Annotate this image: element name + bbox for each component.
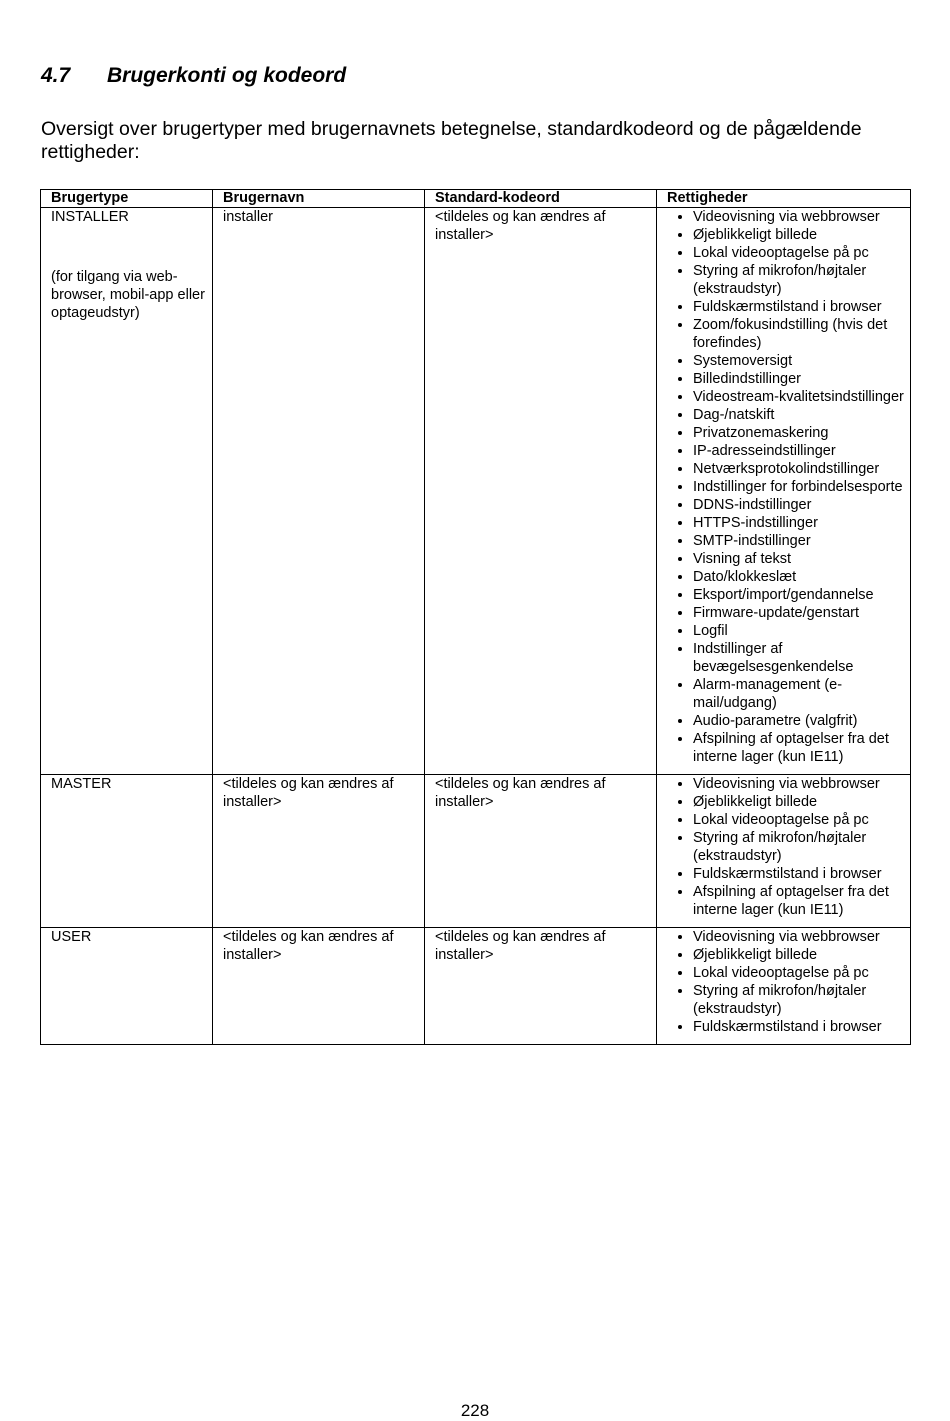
rights-list-item: • Billedindstillinger [693, 370, 906, 388]
cell-username: installer [213, 208, 425, 775]
rights-list-item: • Alarm-management (e-mail/udgang) [693, 676, 906, 712]
rights-list-item: • Zoom/fokusindstilling (hvis det forefindes) [693, 316, 906, 352]
rights-list-item: • Styring af mikrofon/højtaler (ekstraudstyr) [693, 262, 906, 298]
cell-user-type: MASTER [41, 775, 213, 928]
rights-list-item: • Audio-parametre (valgfrit) [693, 712, 906, 730]
header-rights: Rettigheder [657, 190, 911, 208]
rights-list-item: • Øjeblikkeligt billede [693, 946, 906, 964]
rights-list-item: • Fuldskærmstilstand i browser [693, 1018, 906, 1036]
table-row-installer [41, 208, 911, 775]
cell-default-password: <tildeles og kan ændres af installer> [425, 928, 657, 1045]
cell-rights [657, 775, 911, 928]
table-header-row [41, 190, 911, 208]
header-username: Brugernavn [213, 190, 425, 208]
rights-list-item: • HTTPS-indstillinger [693, 514, 906, 532]
cell-username: <tildeles og kan ændres af installer> [213, 775, 425, 928]
rights-list-item: • Systemoversigt [693, 352, 906, 370]
header-user-type: Brugertype [41, 190, 213, 208]
rights-list-item: • Afspilning af optagelser fra det interne lager (kun IE11) [693, 730, 906, 766]
rights-list-item: • Styring af mikrofon/højtaler (ekstraudstyr) [693, 829, 906, 865]
table-row-master [41, 775, 911, 928]
page-number: 228 [460, 1401, 490, 1420]
rights-list-item: • Firmware-update/genstart [693, 604, 906, 622]
rights-list-item: • Indstillinger af bevægelsesgenkendelse [693, 640, 906, 676]
rights-list-item: • Logfil [693, 622, 906, 640]
rights-list-item: • Øjeblikkeligt billede [693, 226, 906, 244]
cell-username: <tildeles og kan ændres af installer> [213, 928, 425, 1045]
rights-list-item: • Videostream-kvalitetsindstillinger [693, 388, 906, 406]
rights-list-item: • DDNS-indstillinger [693, 496, 906, 514]
user-type-label: INSTALLER [51, 209, 129, 225]
rights-list-item: • Visning af tekst [693, 550, 906, 568]
rights-list-item: • Indstillinger for forbindelsesporte [693, 478, 906, 496]
rights-list-item: • Dag-/natskift [693, 406, 906, 424]
rights-list-item: • Videovisning via webbrowser [693, 208, 906, 226]
section-title: Brugerkonti og kodeord [107, 64, 347, 87]
rights-list-item: • Lokal videooptagelse på pc [693, 964, 906, 982]
rights-list-item: • Lokal videooptagelse på pc [693, 811, 906, 829]
user-type-note: (for tilgang via web-browser, mobil-app eller optageudstyr) [51, 269, 205, 321]
user-accounts-table [40, 189, 911, 1045]
cell-default-password: <tildeles og kan ændres af installer> [425, 208, 657, 775]
rights-list-item: • SMTP-indstillinger [693, 532, 906, 550]
rights-list-item: • Videovisning via webbrowser [693, 928, 906, 946]
cell-rights [657, 208, 911, 775]
section-number: 4.7 [41, 64, 71, 87]
cell-user-type [41, 208, 213, 775]
header-default-password: Standard-kodeord [425, 190, 657, 208]
rights-list-item: • Netværksprotokolindstillinger [693, 460, 906, 478]
rights-list-item: • IP-adresseindstillinger [693, 442, 906, 460]
rights-list-item: • Eksport/import/gendannelse [693, 586, 906, 604]
section-heading [41, 64, 346, 88]
rights-list-item: • Afspilning af optagelser fra det interne lager (kun IE11) [693, 883, 906, 919]
cell-default-password: <tildeles og kan ændres af installer> [425, 775, 657, 928]
rights-list [667, 208, 906, 766]
rights-list-item: • Styring af mikrofon/højtaler (ekstraudstyr) [693, 982, 906, 1018]
rights-list [667, 775, 906, 919]
rights-list-item: • Fuldskærmstilstand i browser [693, 865, 906, 883]
rights-list-item: • Øjeblikkeligt billede [693, 793, 906, 811]
cell-user-type: USER [41, 928, 213, 1045]
rights-list-item: • Fuldskærmstilstand i browser [693, 298, 906, 316]
rights-list-item: • Lokal videooptagelse på pc [693, 244, 906, 262]
rights-list [667, 928, 906, 1036]
intro-paragraph: Oversigt over brugertyper med brugernavnets betegnelse, standardkodeord og de pågældende rettigheder: [41, 118, 862, 163]
table-row-user [41, 928, 911, 1045]
cell-rights [657, 928, 911, 1045]
rights-list-item: • Videovisning via webbrowser [693, 775, 906, 793]
rights-list-item: • Dato/klokkeslæt [693, 568, 906, 586]
rights-list-item: • Privatzonemaskering [693, 424, 906, 442]
